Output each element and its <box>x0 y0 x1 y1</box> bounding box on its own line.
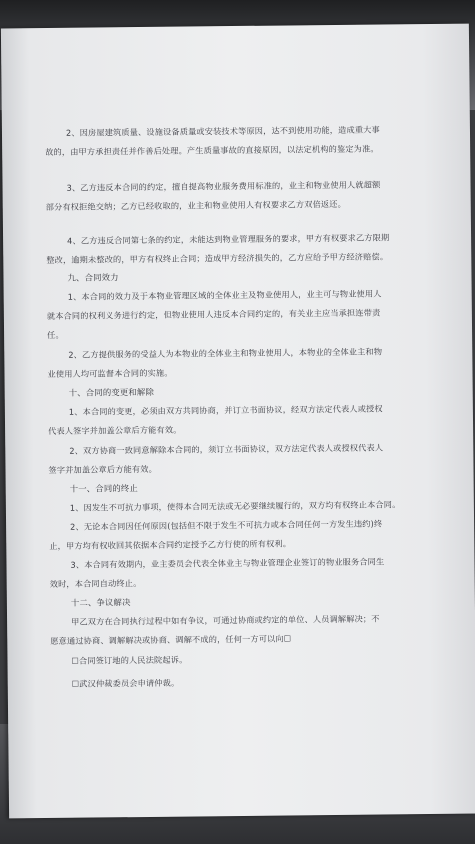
text-line: 业使用人均可监督本合同的实施。 <box>47 367 173 380</box>
section-heading: 十二、争议解决 <box>70 597 131 608</box>
text-line: 代表人签字并加盖公章后方能有效。 <box>48 424 182 436</box>
text-line: 1、本合同的效力及于本物业管理区域的全体业主及物业使用人，业主可与物业使用人 <box>67 288 382 302</box>
text-line: 2、因房屋建筑质量、设施设备质量或安装技术等原因，达不到使用功能，造成重大事 <box>65 124 380 138</box>
text-line: 2、乙方提供服务的受益人为本物业的全体业主和物业使用人，本物业的全体业主和物 <box>68 346 383 360</box>
checkbox-option: ☐合同签订地的人民法院起诉。 <box>71 654 188 666</box>
section-heading: 十、合同的变更和解除 <box>68 386 154 398</box>
text-line: 4、乙方违反合同第七条的约定，未能达到物业管理服务的要求，甲方有权要求乙方限期 <box>67 232 390 246</box>
text-line: 2、无论本合同因任何原因(包括但不限于发生不可抗力或本合同任何一方发生违约)终 <box>70 518 383 532</box>
text-line: 效时，本合同自动终止。 <box>49 578 142 589</box>
text-line: 就本合同的权利义务进行约定，但物业使用人违反本合同约定的，有关业主应当承担连带责 <box>46 307 381 322</box>
text-line: 故的，由甲方承担责任并作善后处理。产生质量事故的直接原因，以法定机构的鉴定为准。 <box>45 143 379 158</box>
text-line: 愿意通过协商、调解解决或协商、调解不成的，任何一方可以向☐ <box>50 633 292 646</box>
text-line: 3、本合同有效期内，业主委员会代表全体业主与物业管理企业签订的物业服务合同生 <box>70 556 385 570</box>
text-line: 甲乙双方在合同执行过程中如有争议，可通过协商或约定的单位、人员调解解决；不 <box>71 613 380 627</box>
text-line: 整改，逾期未整改的，甲方有权终止合同；造成甲方经济损失的，乙方应给予甲方经济赔偿。 <box>46 251 389 266</box>
text-line: 2、双方协商一致同意解除本合同的，须订立书面协议，双方法定代表人或授权代表人 <box>69 442 384 456</box>
checkbox-option: ☐武汉仲裁委员会申请仲裁。 <box>71 677 180 689</box>
text-line: 签字并加盖公章后方能有效。 <box>48 463 157 475</box>
text-line: 3、乙方违反本合同的约定，擅自提高物业服务费用标准的，业主和物业使用人就超额 <box>66 179 381 193</box>
document-page <box>1 24 475 819</box>
text-line: 止，甲方均有权收回其依据本合同约定授予乙方行使的所有权利。 <box>49 538 292 551</box>
section-heading: 九、合同效力 <box>67 272 119 283</box>
text-line: 1、因发生不可抗力事项，使得本合同无法或无必要继续履行的，双方均有权终止本合同。 <box>69 499 401 513</box>
text-line: 1、本合同的变更，必须由双方共同协商，并订立书面协议，经双方法定代表人或授权 <box>68 403 383 417</box>
section-heading: 十一、合同的终止 <box>69 483 138 494</box>
text-line: 任。 <box>47 329 64 341</box>
text-line: 部分有权拒绝交纳；乙方已经收取的，业主和物业使用人有权要求乙方双倍返还。 <box>45 198 346 213</box>
